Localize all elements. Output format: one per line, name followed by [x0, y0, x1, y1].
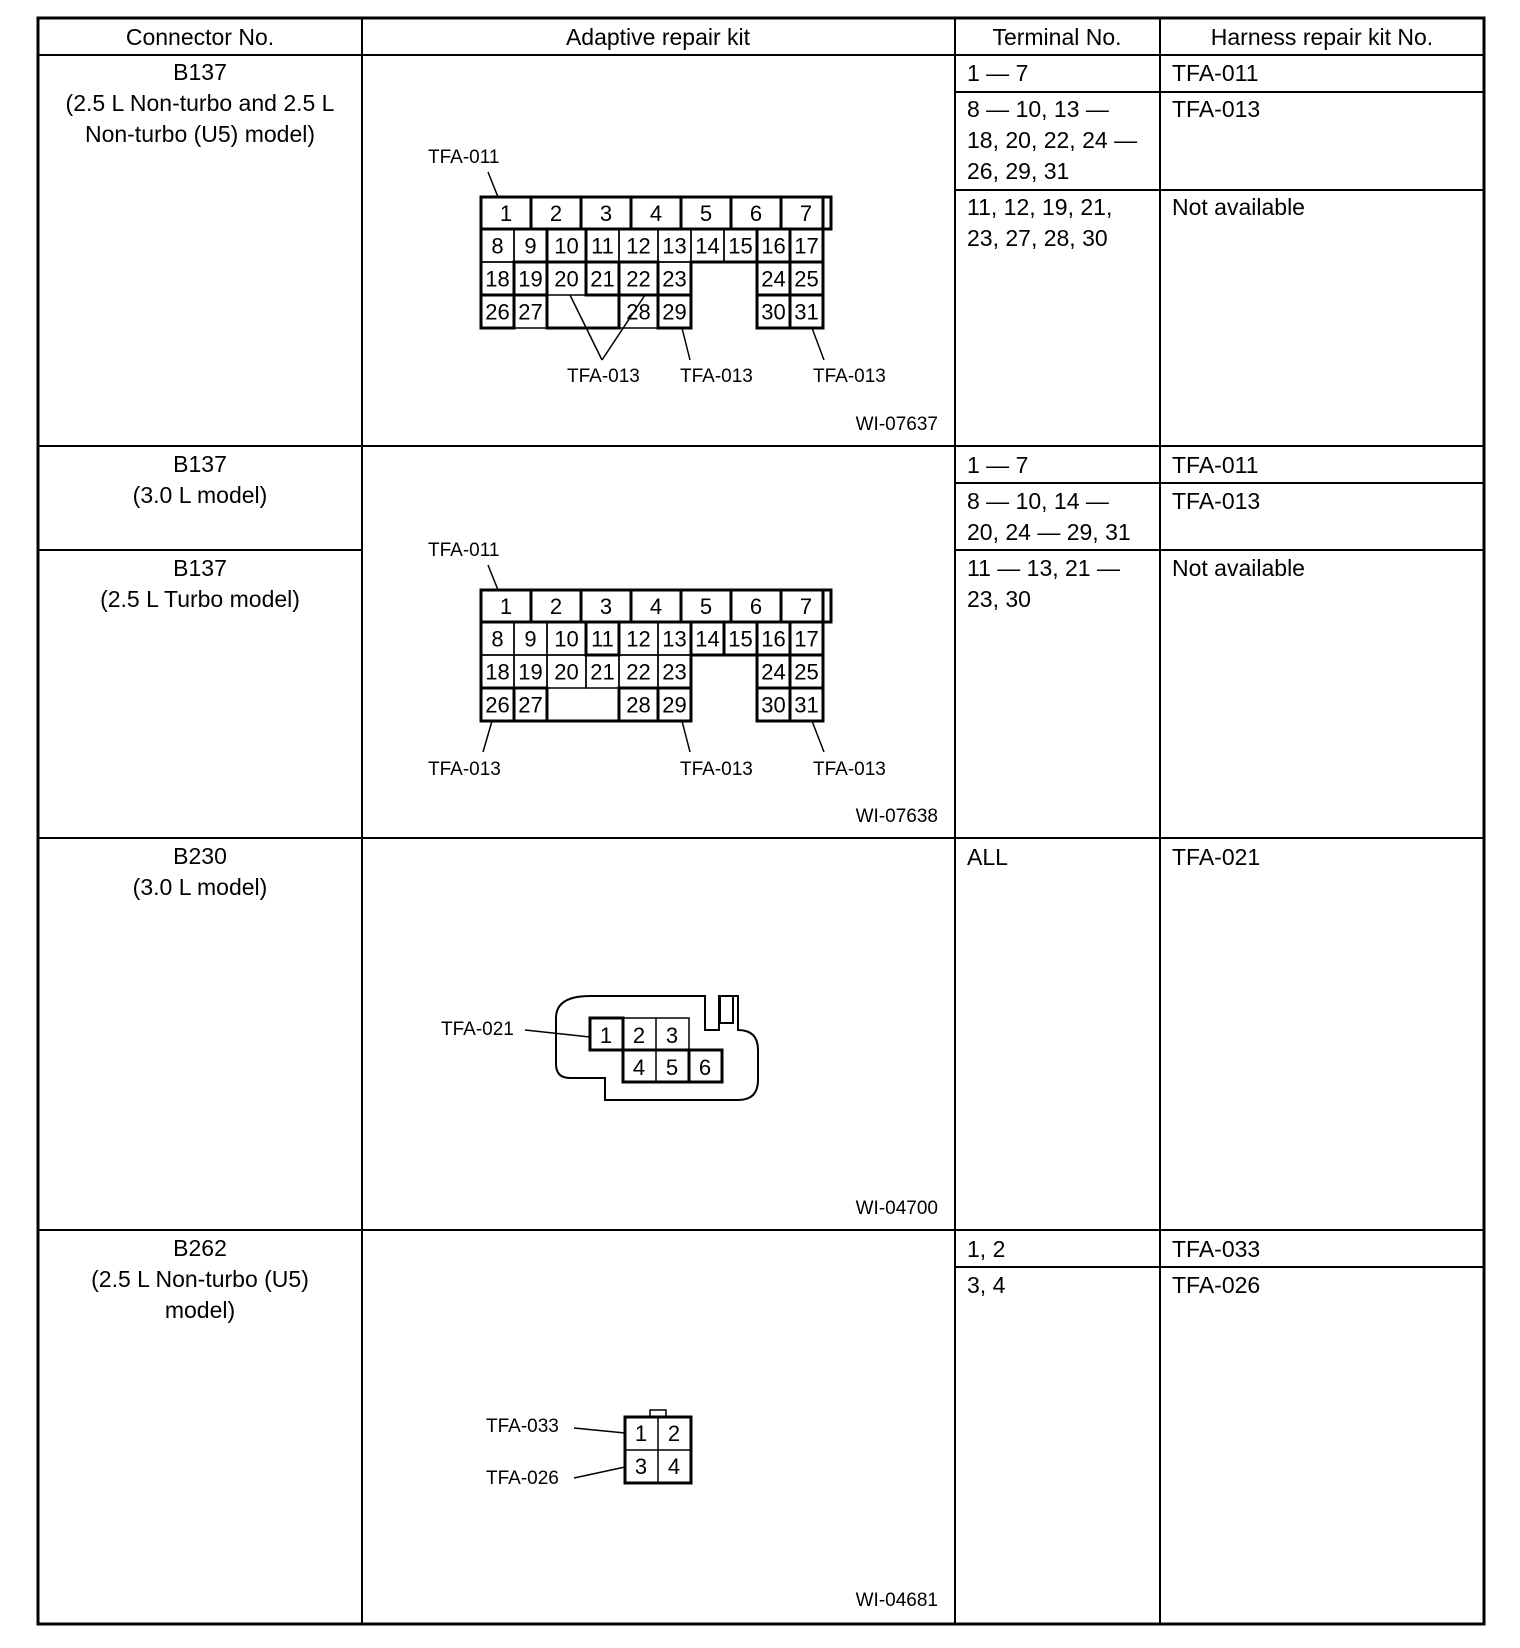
connector-name: B262: [173, 1235, 227, 1261]
callout-label: TFA-013: [428, 759, 501, 780]
pin-number: 4: [649, 594, 663, 619]
connector-diagram-b137-na: [481, 172, 831, 360]
harness-kit-no: TFA-013: [1172, 96, 1261, 122]
pin-number: 1: [499, 594, 513, 619]
pin-number: 10: [554, 233, 579, 259]
pin-number: 29: [662, 299, 687, 325]
connector-model: (3.0 L model): [132, 874, 268, 900]
pin-number: 6: [749, 201, 763, 226]
pin-number: 13: [662, 626, 687, 652]
terminal-range: 23, 30: [967, 586, 1031, 612]
table-border: [38, 18, 1484, 1624]
leader-line: [488, 172, 498, 197]
pin-number: 23: [662, 659, 687, 685]
pin-number: 7: [799, 594, 813, 619]
harness-kit-no: TFA-021: [1172, 844, 1261, 870]
pin-number: 17: [794, 626, 819, 652]
pin-number: 11: [591, 233, 614, 259]
callout-label: TFA-011: [428, 147, 500, 168]
pin-number: 1: [634, 1421, 648, 1446]
header-terminal-no: Terminal No.: [992, 24, 1122, 50]
connector-model: model): [164, 1297, 236, 1323]
pin-number: 31: [794, 299, 819, 325]
pin-number: 5: [699, 201, 713, 226]
terminal-range: 11 — 13, 21 —: [967, 555, 1120, 581]
pin-number: 31: [794, 692, 819, 718]
pin-number: 7: [799, 201, 813, 226]
pin-number: 14: [695, 626, 720, 652]
pin-number: 26: [485, 299, 510, 325]
pin-number: 17: [794, 233, 819, 259]
figure-code: WI-04700: [855, 1198, 938, 1219]
pin-number: 3: [599, 594, 613, 619]
pin-number: 3: [599, 201, 613, 226]
pin-number: 18: [485, 266, 510, 292]
header-connector-no: Connector No.: [125, 24, 275, 50]
harness-kit-no: TFA-011: [1172, 60, 1259, 86]
pin-number: 3: [634, 1454, 648, 1479]
callout-label: TFA-013: [813, 366, 886, 387]
connector-model: (2.5 L Non-turbo (U5): [91, 1266, 309, 1292]
pin-number: 26: [485, 692, 510, 718]
connector-name: B230: [173, 843, 227, 869]
figure-code: WI-07637: [855, 414, 938, 435]
harness-kit-no: TFA-033: [1172, 1236, 1261, 1262]
pin-number: 11: [591, 626, 614, 652]
pin-number: 20: [554, 266, 579, 292]
pin-number: 1: [599, 1023, 613, 1048]
pin-number: 27: [518, 692, 543, 718]
connector-model: (3.0 L model): [132, 482, 268, 508]
pin-number: 28: [626, 692, 651, 718]
terminal-range: 8 — 10, 14 —: [967, 488, 1109, 514]
connector-diagram-b137-30-turbo: [481, 565, 831, 752]
connector-model: (2.5 L Turbo model): [100, 586, 300, 612]
harness-kit-no: TFA-011: [1172, 452, 1259, 478]
terminal-range: 3, 4: [967, 1272, 1006, 1298]
callout-label: TFA-021: [441, 1019, 514, 1040]
callout-label: TFA-013: [680, 759, 753, 780]
connector-model: Non-turbo (U5) model): [84, 121, 316, 147]
pin-number: 22: [626, 659, 651, 685]
terminal-range: 1, 2: [967, 1236, 1006, 1262]
connector-name: B137: [173, 555, 227, 581]
pin-number: 29: [662, 692, 687, 718]
figure-code: WI-07638: [855, 806, 938, 827]
terminal-range: 11, 12, 19, 21,: [967, 194, 1113, 220]
pin-number: 12: [626, 626, 651, 652]
leader-line: [812, 721, 824, 752]
connector-model: (2.5 L Non-turbo and 2.5 L: [65, 90, 335, 116]
leader-line: [483, 721, 492, 752]
pin-number: 8: [491, 233, 504, 259]
callout-label: TFA-026: [486, 1468, 559, 1489]
pin-number: 21: [590, 659, 615, 685]
pin-number: 6: [749, 594, 763, 619]
pin-number: 4: [667, 1454, 681, 1479]
pin-number: 10: [554, 626, 579, 652]
pin-number: 15: [728, 626, 753, 652]
pin-number: 15: [728, 233, 753, 259]
pin-number: 13: [662, 233, 687, 259]
terminal-range: ALL: [967, 844, 1008, 870]
pin-number: 6: [698, 1055, 712, 1080]
harness-kit-no: Not available: [1172, 194, 1305, 220]
pin-number: 20: [554, 659, 579, 685]
pin-number: 9: [524, 233, 537, 259]
callout-label: TFA-013: [680, 366, 753, 387]
pin-number: 27: [518, 299, 543, 325]
callout-label: TFA-013: [813, 759, 886, 780]
pin-number: 24: [761, 659, 786, 685]
callout-label: TFA-033: [486, 1416, 559, 1437]
terminal-range: 8 — 10, 13 —: [967, 96, 1109, 122]
harness-kit-no: TFA-026: [1172, 1272, 1261, 1298]
terminal-range: 23, 27, 28, 30: [967, 225, 1108, 251]
harness-kit-no: Not available: [1172, 555, 1305, 581]
leader-line: [682, 721, 690, 752]
connector-diagram-b230: [525, 996, 758, 1100]
leader-line: [488, 565, 498, 590]
pin-number: 12: [626, 233, 651, 259]
pin-number: 5: [699, 594, 713, 619]
pin-number: 3: [665, 1023, 679, 1048]
pin-number: 2: [632, 1023, 646, 1048]
pin-number: 1: [499, 201, 513, 226]
connector-name: B137: [173, 59, 227, 85]
callout-label: TFA-011: [428, 540, 500, 561]
callout-label: TFA-013: [567, 366, 640, 387]
terminal-range: 1 — 7: [967, 452, 1029, 478]
pin-number: 8: [491, 626, 504, 652]
header-harness-repair-kit-no: Harness repair kit No.: [1210, 24, 1434, 50]
pin-number: 5: [665, 1055, 679, 1080]
pin-number: 28: [626, 299, 651, 325]
pin-number: 23: [662, 266, 687, 292]
pin-number: 22: [626, 266, 651, 292]
pin-number: 24: [761, 266, 786, 292]
pin-number: 14: [695, 233, 720, 259]
pin-number: 2: [549, 201, 563, 226]
leader-line: [682, 328, 690, 360]
pin-number: 4: [632, 1055, 646, 1080]
terminal-range: 20, 24 — 29, 31: [967, 519, 1131, 545]
pin-number: 21: [590, 266, 615, 292]
terminal-range: 1 — 7: [967, 60, 1029, 86]
pin-number: 25: [794, 266, 819, 292]
pin-number: 16: [761, 626, 786, 652]
pin-number: 19: [518, 266, 543, 292]
header-adaptive-repair-kit: Adaptive repair kit: [565, 24, 751, 50]
pin-number: 9: [524, 626, 537, 652]
connector-name: B137: [173, 451, 227, 477]
terminal-range: 18, 20, 22, 24 —: [967, 127, 1138, 153]
harness-kit-no: TFA-013: [1172, 488, 1261, 514]
figure-code: WI-04681: [855, 1590, 938, 1611]
terminal-range: 26, 29, 31: [967, 158, 1070, 184]
pin-number: 25: [794, 659, 819, 685]
pin-number: 16: [761, 233, 786, 259]
pin-number: 30: [761, 692, 786, 718]
pin-number: 2: [549, 594, 563, 619]
pin-number: 4: [649, 201, 663, 226]
pin-number: 30: [761, 299, 786, 325]
leader-line: [812, 328, 824, 360]
pin-number: 2: [667, 1421, 681, 1446]
pin-number: 19: [518, 659, 543, 685]
pin-number: 18: [485, 659, 510, 685]
